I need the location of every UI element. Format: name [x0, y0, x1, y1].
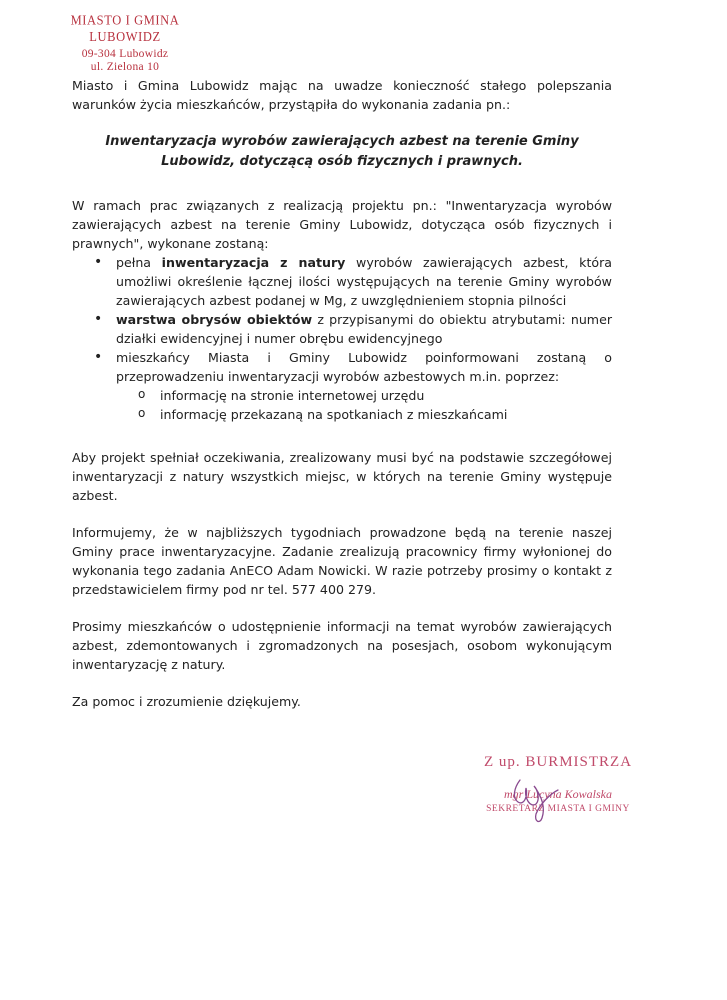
scope-intro: W ramach prac związanych z realizacją projektu pn.: "Inwentaryzacja wyrobów zawierających azbest na terenie Gminy Lubowidz, dotycząca osób fizycznych i prawnych", wykonane zostaną:	[72, 198, 612, 251]
requirement-paragraph: Aby projekt spełniał oczekiwania, zrealizowany musi być na podstawie szczegółowej inwentaryzacji z natury wszystkich miejsc, w których na terenie Gminy występuje azbest.	[72, 450, 612, 503]
bold-term: inwentaryzacja z natury	[161, 255, 346, 270]
list-item: o informację na stronie internetowej urzędu	[160, 386, 612, 405]
stamp-office-name: MIASTO I GMINA LUBOWIDZ	[70, 12, 180, 45]
info-paragraph: Informujemy, że w najbliższych tygodniach prowadzone będą na terenie naszej Gminy prace inwentaryzacyjne. Zadanie zrealizują pracownicy firmy wyłonionej do wykonania tego zadania AnECO Adam Nowicki. W razie potrzeby prosimy o kontakt z przedstawicielem firmy pod nr tel. 577 400 279.	[72, 525, 612, 597]
list-item: • pełna inwentaryzacja z natury wyrobów zawierających azbest, która umożliwi określenie łącznej ilości występujących na terenie Gminy wyrobów zawierających azbest podanej w Mg, z uwzględnieniem stopnia pilności	[116, 253, 612, 310]
closing-line: Za pomoc i zrozumienie dziękujemy.	[72, 694, 301, 709]
scope-list	[72, 253, 612, 424]
signature-authority: Z up. BURMISTRZA	[483, 754, 633, 770]
info-channels-list	[116, 386, 612, 424]
list-item: • mieszkańcy Miasta i Gminy Lubowidz poinformowani zostaną o przeprowadzeniu inwentaryzacji wyrobów azbestowych m.in. poprzez: o informację na stronie internetowej urzędu o informację przekazaną na spotkaniach z mieszkańcami	[116, 348, 612, 424]
handwritten-signature-icon	[500, 768, 570, 828]
header-stamp	[40, 14, 210, 73]
stamp-street: ul. Zielona 10	[90, 61, 160, 73]
intro-paragraph: Miasto i Gmina Lubowidz mając na uwadze konieczność stałego polepszania warunków życia mieszkańców, przystąpiła do wykonania zadania pn.:	[72, 78, 612, 112]
task-title: Inwentaryzacja wyrobów zawierających azbest na terenie Gminy Lubowidz, dotyczącą osób fizycznych i prawnych.	[105, 134, 579, 169]
bold-term: warstwa obrysów obiektów	[116, 312, 313, 327]
letter-body	[72, 76, 612, 711]
list-item: • warstwa obrysów obiektów z przypisanymi do obiektu atrybutami: numer działki ewidencyjnej i numer obrębu ewidencyjnego	[116, 310, 612, 348]
stamp-postal-code: 09-304 Lubowidz	[81, 48, 169, 60]
request-paragraph: Prosimy mieszkańców o udostępnienie informacji na temat wyrobów zawierających azbest, zdemontowanych i zgromadzonych na posesjach, osobom wykonującym inwentaryzację z natury.	[72, 619, 612, 672]
signature-name: mgr Lucyna Kowalska	[504, 787, 612, 801]
signature-role: SEKRETARZ MIASTA I GMINY	[486, 804, 630, 814]
list-item: o informację przekazaną na spotkaniach z mieszkańcami	[160, 405, 612, 424]
